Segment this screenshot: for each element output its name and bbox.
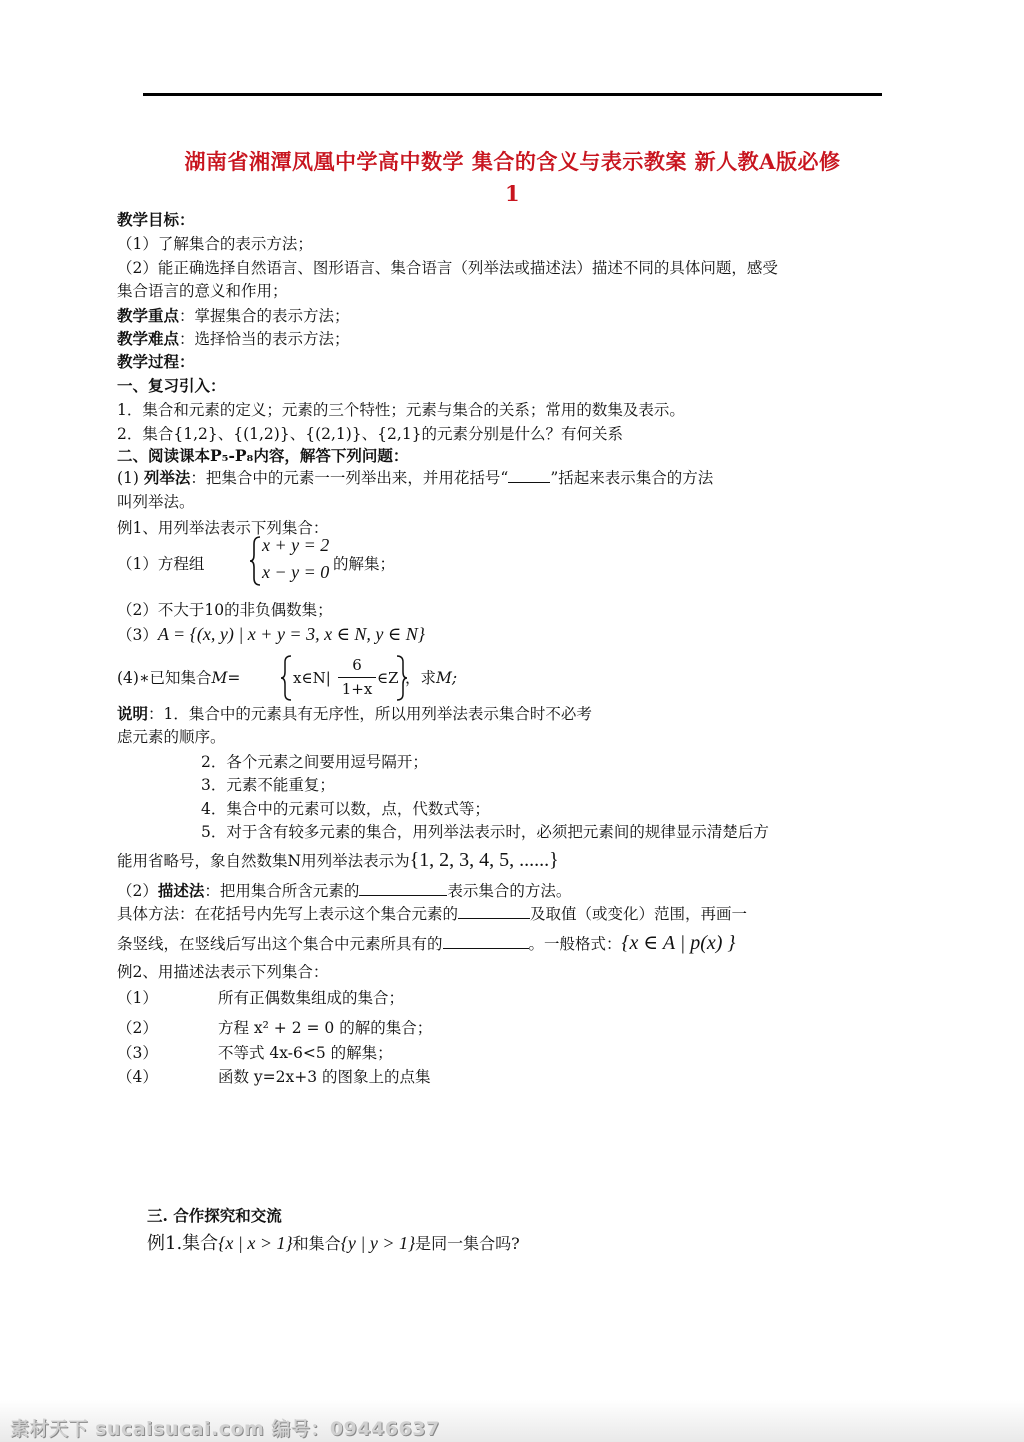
fill-blank: [508, 468, 550, 483]
example3-prefix: 例1.集合: [147, 1233, 219, 1254]
method-line2: [117, 933, 735, 954]
top-rule: [143, 93, 882, 96]
item-text: 函数 y=2x+3 的图象上的点集: [218, 1068, 431, 1086]
set-y-math: {y | y > 1}: [340, 1233, 416, 1253]
example1-item1-suffix: 的解集；: [333, 555, 396, 573]
example3-mid: 和集合: [292, 1234, 341, 1253]
method-text-a: 具体方法：在花括号内先写上表示这个集合元素的: [117, 905, 459, 923]
set-x-math: {x | x > 1}: [218, 1233, 293, 1253]
review-item-1: 1．集合和元素的定义；元素的三个特性；元素与集合的关系；常用的数集及表示。: [117, 401, 685, 419]
description-text: ：把用集合所含元素的: [204, 882, 360, 900]
equation-2: x − y = 0: [262, 562, 330, 582]
review-item-2: 2．集合{1,2}、{(1,2)}、{(2,1)}、{2,1}的元素分别是什么？有何关系: [117, 425, 624, 443]
document-title-line2: 1: [504, 181, 521, 206]
description-label: 描述法: [157, 881, 205, 900]
list-method-line: [117, 468, 713, 488]
example2-item: [117, 1067, 431, 1087]
note-1: [117, 704, 592, 724]
method-text-c: 条竖线，在竖线后写出这个集合中元素所具有的: [117, 935, 443, 953]
example1-item4-target: M;: [436, 669, 458, 687]
list-method-text-end: ”括起来表示集合的方法: [550, 469, 714, 487]
note-5b: [117, 850, 559, 871]
example2-item: [117, 1018, 433, 1038]
difficult-point-label: 教学难点: [117, 329, 180, 348]
example1-item4-label: (4)∗已知集合: [117, 669, 212, 687]
watermark-text: 素材天下 sucaisucai.com 编号：09446637: [10, 1418, 440, 1440]
example1-item3-math: A = {(x, y) | x + y = 3, x ∈ N, y ∈ N}: [157, 624, 425, 644]
fill-blank: [359, 881, 447, 896]
note-1b: 虑元素的顺序。: [117, 728, 226, 746]
section1-heading: 一、复习引入：: [117, 376, 226, 395]
set-m-condition: ∈Z: [377, 669, 399, 687]
example1-item1-prefix: （1）方程组: [117, 555, 205, 573]
fraction-numerator: 6: [352, 656, 362, 674]
list-method-prefix: (1): [117, 469, 144, 487]
note-5b-text: 能用省略号，象自然数集N用列举法表示为: [117, 852, 410, 870]
section2-heading: 二、阅读课本P₅-P₈内容，解答下列问题：: [117, 446, 409, 465]
objective-2a: （2）能正确选择自然语言、图形语言、集合语言（列举法或描述法）描述不同的具体问题，感受: [117, 259, 778, 277]
note-3: 3．元素不能重复；: [201, 776, 335, 794]
objective-2b: 集合语言的意义和作用；: [117, 282, 288, 300]
document-title-line1: 湖南省湘潭凤凰中学高中数学 集合的含义与表示教案 新人教A版必修: [184, 149, 841, 174]
objective-1: （1）了解集合的表示方法；: [117, 235, 313, 253]
fraction-denominator: 1+x: [341, 680, 373, 698]
item-number: （4）: [117, 1068, 158, 1086]
note-4: 4．集合中的元素可以数，点，代数式等；: [201, 800, 490, 818]
note-1-text: ：1．集合中的元素具有无序性，所以用列举法表示集合时不必考: [148, 705, 592, 723]
example2-heading: 例2、用描述法表示下列集合：: [117, 963, 329, 981]
set-m-symbol: M: [211, 669, 228, 687]
example1-item4-prefix: (4)∗已知集合M=: [117, 669, 241, 687]
list-method-line2: 叫列举法。: [117, 493, 195, 511]
item-text: 所有正偶数集组成的集合；: [218, 989, 405, 1007]
item-text: 不等式 4x-6<5 的解集；: [218, 1044, 393, 1062]
set-m-definition: [280, 654, 408, 702]
description-prefix: （2）: [117, 882, 158, 900]
note-label: 说明: [117, 704, 149, 723]
difficult-point-text: ：选择恰当的表示方法；: [179, 330, 350, 348]
set-m-element: x∈N|: [293, 669, 331, 687]
watermark-bar: [0, 1400, 1024, 1442]
item-number: （1）: [117, 989, 158, 1007]
general-format-math: {x ∈ A | p(x) }: [621, 932, 736, 954]
list-method-label: 列举法: [143, 468, 191, 487]
fill-blank: [443, 934, 529, 949]
key-point-text: ：掌握集合的表示方法；: [179, 307, 350, 325]
key-point-label: 教学重点: [117, 306, 180, 325]
description-method: [117, 881, 571, 901]
item-number: （2）: [117, 1019, 158, 1037]
note-5: 5．对于含有较多元素的集合，用列举法表示时，必须把元素间的规律显示清楚后方: [201, 823, 769, 841]
left-brace-icon: [280, 654, 294, 702]
section3-heading: 三. 合作探究和交流: [147, 1206, 282, 1225]
example3: [147, 1233, 520, 1254]
equation-1: x + y = 2: [262, 535, 330, 555]
difficult-point: [117, 329, 350, 349]
example1-item4-ask: ，求: [405, 669, 437, 687]
description-text-end: 表示集合的方法。: [447, 882, 572, 900]
example2-item: [117, 988, 405, 1008]
example2-item: [117, 1043, 393, 1063]
objectives-heading: 教学目标：: [117, 210, 195, 229]
example1-item3: [117, 624, 425, 645]
example3-suffix: 是同一集合吗?: [415, 1234, 520, 1253]
example1-heading: 例1、用列举法表示下列集合：: [117, 519, 329, 537]
method-text-d: 。一般格式：: [528, 935, 622, 953]
note-2: 2．各个元素之间要用逗号隔开；: [201, 753, 428, 771]
key-point: [117, 306, 350, 326]
process-heading: 教学过程：: [117, 352, 195, 371]
example1-item4-suffix: [405, 668, 457, 688]
list-method-text: ：把集合中的元素一一列举出来，并用花括号“: [190, 469, 509, 487]
fill-blank: [458, 904, 530, 919]
example1-item2: （2）不大于10的非负偶数集；: [117, 601, 333, 619]
example1-item3-prefix: （3）: [117, 626, 158, 644]
natural-numbers-set: {1, 2, 3, 4, 5, ......}: [409, 849, 559, 871]
method-text-b: 及取值（或变化）范围，再画一: [530, 905, 748, 923]
item-number: （3）: [117, 1044, 158, 1062]
item-text: 方程 x² + 2 = 0 的解的集合；: [218, 1019, 433, 1037]
method-line1: [117, 904, 747, 924]
fraction-bar: [338, 677, 376, 678]
